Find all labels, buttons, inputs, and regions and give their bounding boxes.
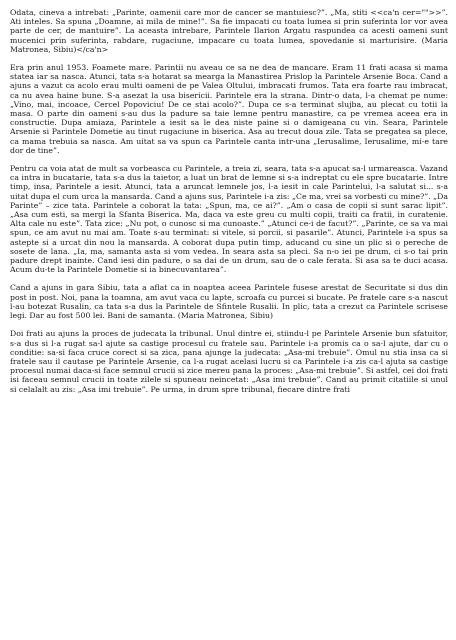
paragraph-3: Pentru ca voia atat de mult sa vorbeasca cu Parintele, a treia zi, seara, tata s-a apucat sa-l urmareasca. Vazand ca intra in bucatarie, tata s-a dus la taietor, a luat un brat de lemne si s-a indreptat cu ele spre bucatarie. Intre timp, insa, Parintele a iesit. Atunci, tata a aruncat lemnele jos, l-a iesit in cale Parintelui, l-a salutat si... s-a uitat dupa el cum urca la mansarda. Cand a ajuns sus, Parintele i-a zis: „Ce ma, vrei sa vorbesti cu mine?”. „Da Parinte” – zice tata. Parintele a coborat la tata: „Spun, ma, ce ai?”. „Am o casa de copii si sunt sarac lipit”. „Asa cum esti, sa mergi la Sfanta Biserica. Ma, daca va este greu cu multi copii, traiti ca fratii, in curatenie. Alta cale nu este”. Tata zice: „Nu pot, o cunosc si ma cunoaste.” „Atunci ce-i de facut?”. „Parinte, ce sa va mai spun, ce am avut nu mai am. Toate s-au terminat: si vitele, si porcii, si pasarile”. Atunci, Parintele i-a spus sa astepte si a urcat din nou la mansarda. A coborat dupa putin timp, aducand cu sine un plic si o pereche de sosete de lana. „Ia, ma, samanta asta si vom vedea. In seara asta sa pleci. Sa n-o iei pe drum, ci s-o tai prin padure drept inainte. Cand iesi din padure, o sa dai de un drum, sau de o cale ferata. Si asa sa te duci acasa. Acum du-te la Parintele Dometie si ia binecuvantarea”. bbox=[10, 164, 448, 275]
paragraph-2: Era prin anul 1953. Foamete mare. Parintii nu aveau ce sa ne dea de mancare. Eram 11 frati acasa si mama statea iar sa nasca. Atunci, tata s-a hotarat sa mearga la Manastirea Prislop la Parintele Arsenie Boca. Cand a ajuns a vazut ca acolo erau multi oameni de pe Valea Oltului, imbracati frumos. Tata era foarte rau imbracat, ca nu avea haine bune. S-a asezat la usa bisericii. Parintele era la strana. Dintr-o data, l-a chemat pe nume: „Vino, mai, incoace, Cercel Popoviciu! De ce stai acolo?”. Dupa ce s-a terminat slujba, au plecat cu totii la masa. O parte din oameni s-au dus la padure sa taie lemne pentru manastire, ca pe vremea aceea era in constructie. Dupa amiaza, Parintele a iesit sa le dea niste paine si o damigeana cu vin. Seara, Parintele Arsenie si Parintele Dometie au tinut rugaciune in biserica. Asa au trecut doua zile. Tata se pregatea sa plece, ca mama trebuia sa nasca. Am uitat sa va spun ca Parintele canta intr-una „Ierusalime, Ierusalime, mi-e tare dor de tine”. bbox=[10, 63, 448, 155]
document-page bbox=[10, 8, 448, 403]
paragraph-1: Odata, cineva a intrebat: „Parinte, oamenii care mor de cancer se mantuiesc?”. „Ma, stiti <<ca'n cer="">>”. Ati inteles. Sa spuna „Doamne, ai mila de mine!”. Sa fie impacati cu toata lumea si prin suferinta lor vor avea parte de cer, de mantuire”. La aceasta intrebare, Parintele Ilarion Argatu raspundea ca acesti oameni sunt mucenici prin suferinta, rabdare, rugaciune, impacare cu toata lumea, spovedanie si marturisire. (Maria Matronea, Sibiu)</ca'n> bbox=[10, 8, 448, 54]
paragraph-5: Doi frati au ajuns la proces de judecata la tribunal. Unul dintre ei, stiindu-l pe Parintele Arsenie bun sfatuitor, s-a dus si l-a rugat sa-l ajute sa castige procesul cu fratele sau. Parintele i-a promis ca o sa-l ajute, dar cu o conditie: sa-si faca cruce corect si sa zica, pana ajunge la judecata: „Asa-mi trebuie”. Omul nu stia insa ca si fratele sau il cautase pe Parintele Arsenie, ca l-a rugat acelasi lucru si ca Parintele i-a zis ca-l ajuta sa castige procesul numai daca-si face semnul crucii si zice mereu pana la proces: „Asa-mi trebuie”. Si astfel, cei doi frati isi faceau semnul crucii in toate zilele si spuneau neincetat: „Asa imi trebuie”. Cand au primit citatiile si unul si celalalt au zis: „Asa imi trebuie”. Pe urma, in drum spre tribunal, fiecare dintre frati bbox=[10, 329, 448, 394]
paragraph-4: Cand a ajuns in gara Sibiu, tata a aflat ca in noaptea aceea Parintele fusese arestat de Securitate si dus din post in post. Noi, pana la toamna, am avut vaca cu lapte, scroafa cu purcei si bucate. Pe fratele care s-a nascut l-au botezat Rusalin, ca tata s-a dus la Parintele de Sfintele Rusalii. In plic, tata a crezut ca Parintele scrisese legi. Dar au fost 500 lei. Bani de samanta. (Maria Matronea, Sibiu) bbox=[10, 283, 448, 321]
